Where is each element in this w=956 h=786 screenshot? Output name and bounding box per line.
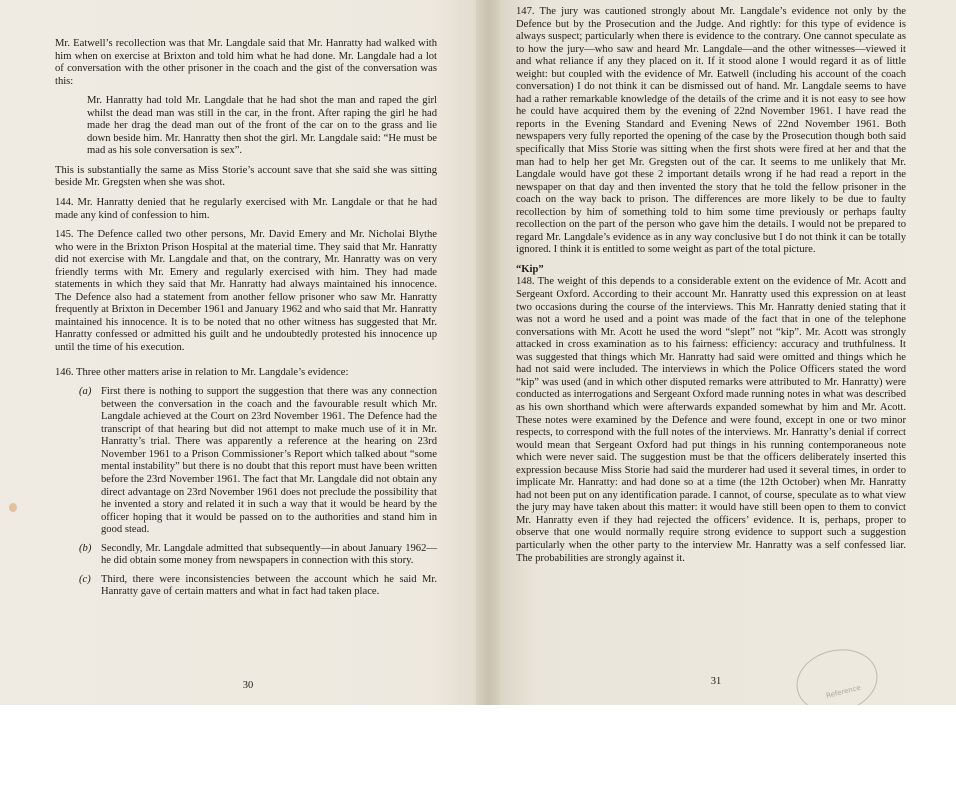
item-text: First there is nothing to support the suggestion that there was any connection between the conversation in the coach and the favourable result which Mr. Langdale achieved at the Court on 23rd November 1961. The Defence had the transcript of that hearing but did not attempt to make much use of it in Mr. Hanratty’s trial. There was apparently a reference at the hearing on 23rd November 1961 to a Prison Commissioner’s Report which talked about “some mental instability” but there is no doubt that this report must have been written before the 23rd November 1961. The fact that Mr. Langdale did not obtain any direct advantage on 23rd November 1961 does not preclude the possibility that he invented a story and related it in such a way that it would be heard by the officer hoping that it would be passed on to the authorities and stand him in good stead. xyxy=(101,386,437,536)
section-heading-kip: “Kip” xyxy=(516,263,544,275)
paragraph-145: 145. The Defence called two other persons, Mr. David Emery and Mr. Nicholai Blythe who were in the Brixton Prison Hospital at the material time. They said that Mr. Hanratty did not exercise with Mr. Langdale and that, on the contrary, Mr. Hanratty was on very friendly terms with Mr. Emery and regularly exercised with him. They had made statements in which they said that Mr. Hanratty had always maintained his innocence. The Defence also had a statement from another fellow prisoner who saw Mr. Hanratty frequently at Brixton in December 1961 and January 1962 and who said that Mr. Hanratty maintained his innocence. It is to be noted that no other witness has suggested that Mr. Hanratty confessed or admitted his guilt and he undoubtedly protested his innocence up until the time of his execution. xyxy=(55,229,437,354)
quote-text: Mr. Hanratty had told Mr. Langdale that he had shot the man and raped the girl whilst the dead man was still in the car, in the front. After raping the girl he had made her drag the dead man out of the front of the car on to the grass and lie down beside him. Mr. Hanratty then shot the girl. Mr. Langdale said: “He must be mad as his sole conversation is sex”. xyxy=(87,95,437,157)
list-item-c xyxy=(55,574,437,599)
paragraph-storie-account: This is substantially the same as Miss Storie’s account save that she said she was sitting beside Mr. Gregsten when she was shot. xyxy=(55,164,437,189)
page-number-right: 31 xyxy=(710,676,722,687)
left-page xyxy=(0,0,476,705)
page-number-left: 30 xyxy=(242,680,254,691)
right-text-column xyxy=(516,6,906,572)
item-label: (a) xyxy=(79,386,92,398)
page-stain xyxy=(9,503,17,512)
right-page xyxy=(500,0,956,705)
library-stamp xyxy=(790,641,885,705)
book-gutter xyxy=(476,0,500,705)
item-text: Secondly, Mr. Langdale admitted that subsequently—in about January 1962—he did obtain some money from newspapers in connection with this story. xyxy=(101,542,437,567)
stamp-text: Reference xyxy=(825,683,862,700)
list-item-b xyxy=(55,543,437,568)
list-item-a xyxy=(55,386,437,537)
item-label: (b) xyxy=(79,542,92,554)
paragraph-147: 147. The jury was cautioned strongly about Mr. Langdale’s evidence not only by the Defence but by the Prosecution and the Judge. And rightly: for this type of evidence is always suspect; particularly when there is evidence to the contrary. One cannot speculate as to how the jury—who saw and heard Mr. Langdale—and the other witnesses—viewed it and what reliance if any they placed on it. If it stood alone I would regard it as of little weight: but coupled with the evidence of Mr. Eatwell (including his account of the coach conversation) I do not think it can be dismissed out of hand. Mr. Langdale seems to have had a rather remarkable knowledge of the details of the crime and it is not easy to see how he could have acquired them by the evening of 22nd November 1961. I have read the reports in the Evening Standard and Evening News of 22nd November 1961. Both newspapers very fully reported the opening of the case by the Prosecution though both said specifically that Miss Storie was sitting when the first shots were fired at her and that the man had to help her get Mr. Gregsten out of the car. It seems to me unlikely that Mr. Langdale would have got these 2 important details wrong if he had read a report in the newspaper on that day and then invented the story that he told the fellow prisoner in the coach on the way back to prison. The differences are more likely to be due to faulty recollection by him of something told to him some time previously or perhaps faulty recollection on the part of the person who gave him the details. I would not be prepared to regard Mr. Langdale’s evidence as in any way conclusive but I do not think it can be totally ignored. I think it is entitled to some weight as part of the total picture. xyxy=(516,6,906,256)
paragraph-eatwell: Mr. Eatwell’s recollection was that Mr. Langdale said that Mr. Hanratty had walked with him when on exercise at Brixton and told him what he had done. Mr. Langdale had a lot of conversation with the other prisoner in the coach and the gist of the conversation was this: xyxy=(55,38,437,87)
item-text: Third, there were inconsistencies between the account which he said Mr. Hanratty gave of certain matters and what in fact had taken place. xyxy=(101,573,437,598)
item-label: (c) xyxy=(79,573,91,585)
paragraph-146: 146. Three other matters arise in relation to Mr. Langdale’s evidence: xyxy=(55,366,349,378)
left-text-column xyxy=(55,38,437,605)
quoted-conversation xyxy=(87,95,437,158)
paragraph-148: 148. The weight of this depends to a considerable extent on the evidence of Mr. Acott and Sergeant Oxford. According to their account Mr. Hanratty used this expression on at least two occasions during the course of the interviews. This Mr. Hanratty denied stating that it was not a word he used and a point was made of the fact that in one of the telephone conversations with Mr. Acott he used the word “slept” not “kip”. Mr. Acott was strongly attacked in cross examination as to his fairness: efficiency: accuracy and truthfulness. It was suggested that things which Mr. Hanratty had said were omitted and things which he had not said were included. The interviews in which the Police Officers stated the word “kip” was used (and in which other disputed remarks were attributed to Mr. Hanratty) were conducted as interrogations and Sergeant Oxford made running notes in what was described as his own shorthand which were afterwards expanded somewhat by him and Mr. Acott. These notes were examined by the Defence and were found, except in one or two minor respects, to correspond with the full notes of the interviews. Mr. Hanratty’s denial if correct would mean that Sergeant Oxford had put things in his running contemporaneous note which were never said. The suggestion must be that the officers deliberately inserted this expression because Miss Storie had said the murderer had used it several times, in order to implicate Mr. Hanratty: and had done so at a time (the 12th October) when Mr. Hanratty had not been put on any identification parade. I cannot, of course, speculate as to what view the jury may have taken about this matter: it would have still been open to them to convict Mr. Hanratty even if they had rejected the officers’ evidence. It is, perhaps, proper to observe that one would normally require strong evidence to support such a suggestion particularly when the other party to the interview Mr. Hanratty was a self confessed liar. The probabilities are strongly against it. xyxy=(516,276,906,564)
paragraph-144: 144. Mr. Hanratty denied that he regularly exercised with Mr. Langdale or that he had made any kind of confession to him. xyxy=(55,197,437,221)
